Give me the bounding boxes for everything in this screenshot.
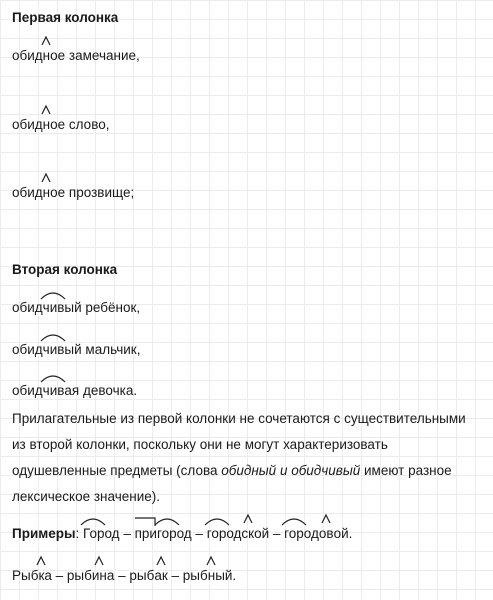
second-column-heading: Вторая колонка [12,262,118,277]
suffix-mark: н [43,117,50,132]
word-root: обид [12,300,43,315]
suffix-mark: чив [43,342,65,357]
second-column-item-3 [12,383,137,398]
examples-label: Примеры [12,526,76,541]
suffix-mark: н [43,48,50,63]
suffix-mark: ин [92,568,107,583]
suffix-mark: чив [43,383,65,398]
suffix-mark: к [38,568,44,583]
suffix-mark: ак [154,568,167,583]
examples-line-city: Примеры: Город – при город – город ской – город овой. [12,526,352,541]
root-arc-icon [205,516,229,525]
suffix-mark: ск [241,526,254,541]
root-mark: Город [83,526,120,541]
examples-line-fish: Рыб ка – рыб ина – рыб ак – рыб ный. [12,568,236,583]
word-ending: ое замечание, [50,48,140,63]
suffix-mark: н [208,568,215,583]
word-ending: ое слово, [50,117,110,132]
first-column-item-1 [12,48,140,63]
first-column-heading: Первая колонка [12,10,119,25]
suffix-caret-icon [42,105,50,114]
root-arc-icon [282,516,306,525]
suffix-mark: н [43,185,50,200]
second-column-item-2 [12,342,140,357]
root-arc-icon [155,516,179,525]
word-root: обид [12,383,43,398]
suffix-caret-icon [157,556,165,565]
suffix-arc-icon [41,373,65,382]
suffix-caret-icon [322,514,330,523]
root-mark: город [284,526,319,541]
first-column-item-2 [12,117,109,132]
root-mark: город [157,526,192,541]
suffix-caret-icon [207,556,215,565]
suffix-caret-icon [37,556,45,565]
word-ending: ая девочка. [64,383,138,398]
word-root: обид [12,117,43,132]
word-root: обид [12,48,43,63]
word-ending: ый ребёнок, [64,300,141,315]
suffix-caret-icon [244,514,252,523]
second-column-item-1 [12,300,140,315]
word-ending: ый мальчик, [64,342,141,357]
suffix-arc-icon [41,332,65,341]
italic-terms: обидный и обидчивый [221,463,361,478]
word-ending: ое прозвище; [50,185,135,200]
suffix-caret-icon [42,36,50,45]
suffix-caret-icon [95,556,103,565]
root-arc-icon [81,516,105,525]
explanation-paragraph: Прилагательные из первой колонки не сочетаются с существительными из второй колонки, поскольку они не могут характеризовать одушевленные предметы (слова обидный и обидчивый имеют разное лексическое значение). [12,411,466,504]
prefix-mark: при [135,526,157,541]
root-mark: город [207,526,242,541]
first-column-item-3 [12,185,134,200]
word-root: обид [12,185,43,200]
word-root: обид [12,342,43,357]
suffix-caret-icon [42,173,50,182]
prefix-bracket-icon [135,517,155,526]
suffix-mark: чив [43,300,65,315]
suffix-mark: ов [319,526,334,541]
suffix-arc-icon [41,290,65,299]
